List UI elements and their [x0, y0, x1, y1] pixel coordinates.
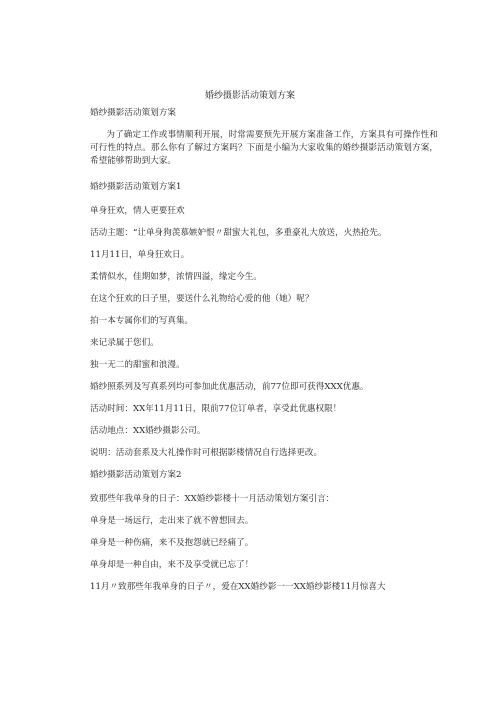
paragraph: 独一无二的甜蜜和浪漫。: [90, 360, 185, 370]
paragraph: 单身狂欢，情人更要狂欢: [90, 206, 185, 216]
paragraph-heading: 婚纱摄影活动策划方案: [90, 108, 176, 118]
paragraph: 拍一本专属你们的写真集。: [90, 316, 194, 326]
paragraph: 致那些年我单身的日子：XX婚纱影楼十一月活动策划方案引言：: [90, 494, 335, 504]
paragraph-intro: 为了确定工作或事情顺利开展，时常需要预先开展方案准备工作，方案具有可操作性和可行性的特点。那么你有了解过方案吗？下面是小编为大家收集的婚纱摄影活动策划方案，希望能够帮助到大家。: [90, 130, 438, 166]
paragraph: 11月11日，单身狂欢日。: [90, 250, 190, 260]
paragraph: 活动时间：XX年11月11日，限前77位订单者，享受此优惠权限！: [90, 404, 342, 414]
paragraph: 说明：活动套系及大礼操作时可根据影楼情况自行选择更改。: [90, 448, 323, 458]
paragraph: 活动主题：“让单身狗羡慕嫉妒恨〃甜蜜大礼包，多重豪礼大放送，火热抢先。: [90, 228, 387, 238]
paragraph: 单身却是一种自由，来不及享受就已忘了！: [90, 560, 254, 570]
paragraph: 在这个狂欢的日子里，要送什么礼物给心爱的他（她）呢？: [90, 294, 314, 304]
paragraph: 单身是一种伤痛，来不及抱怨就已经痛了。: [90, 538, 254, 548]
section-heading-2: 婚纱摄影活动策划方案2: [90, 470, 182, 480]
paragraph: 单身是一场远行，走出来了就不曾想回去。: [90, 516, 254, 526]
paragraph: 婚纱照系列及写真系列均可参加此优惠活动，前77位即可获得XXX优惠。: [90, 382, 369, 392]
paragraph: 活动地点：XX婚纱摄影公司。: [90, 426, 206, 436]
paragraph: 来记录属于您们。: [90, 338, 159, 348]
section-heading-1: 婚纱摄影活动策划方案1: [90, 182, 182, 192]
paragraph: 柔情似水，佳期如梦，浓情四溢，缘定今生。: [90, 272, 262, 282]
paragraph: 11月〃致那些年我单身的日子〃，爱在XX婚纱影一一XX婚纱影楼11月惊喜大: [90, 582, 386, 592]
document-body: [90, 107, 438, 594]
document-title: 婚纱摄影活动策划方案: [204, 91, 295, 101]
